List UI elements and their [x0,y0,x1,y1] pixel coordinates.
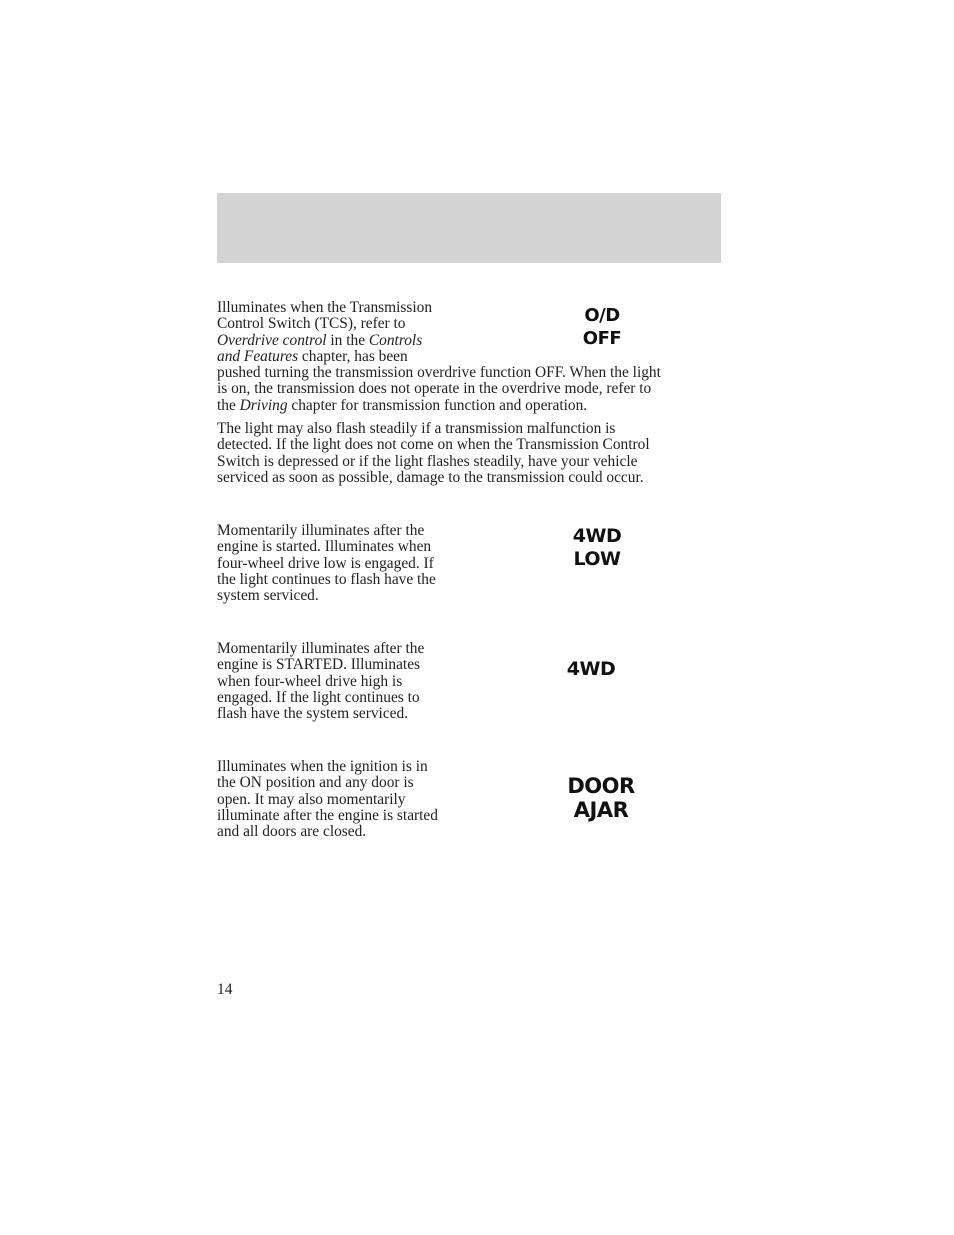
indicator-text: OFF [582,328,622,349]
od-off-indicator-icon [572,304,632,350]
indicator-text: O/D [584,305,620,326]
text-line: is on, the transmission does not operate in the overdrive mode, refer to [217,380,652,398]
text-line [217,398,661,414]
italic-ref: and Features [217,347,299,365]
text-line: illuminate after the engine is started [217,806,438,824]
text-line: four-wheel drive low is engaged. If [217,554,434,572]
text-line: engine is started. Illuminates when [217,538,432,556]
indicator-text: 4WD [572,525,622,547]
text-line: Switch is depressed or if the light flashes steadily, have your vehicle [217,452,638,470]
text-line: The light may also flash steadily if a transmission malfunction is [217,420,616,437]
text-span: in the [326,331,369,349]
od-off-malfunction-paragraph [217,421,650,486]
italic-ref: Driving [239,396,288,414]
italic-ref: Overdrive control [217,331,327,349]
italic-ref: Controls [368,331,423,349]
text-line: serviced as soon as possible, damage to the transmission could occur. [217,468,644,486]
text-line: the light continues to flash have the [217,570,436,588]
text-line: the ON position and any door is [217,774,414,792]
text-span: chapter, has been [298,347,408,365]
text-line: when four-wheel drive high is [217,672,403,690]
text-span: chapter for transmission function and operation. [287,396,588,414]
4wd-high-indicator-icon [556,658,626,681]
4wd-high-description [217,641,424,722]
text-line: detected. If the light does not come on when the Transmission Control [217,436,650,454]
text-line: Momentarily illuminates after the [217,522,425,539]
indicator-text: AJAR [573,798,629,822]
text-line [217,349,661,365]
4wd-low-description [217,523,436,604]
text-span: the [217,396,240,414]
text-line: Illuminates when the Transmission [217,299,433,316]
page-number: 14 [217,981,233,998]
door-ajar-indicator-icon [561,774,641,822]
text-line: system serviced. [217,587,319,605]
indicator-text: DOOR [567,774,635,798]
text-line: open. It may also momentarily [217,790,406,808]
text-line: Control Switch (TCS), refer to [217,315,406,333]
indicator-text: LOW [573,548,621,570]
4wd-low-indicator-icon [562,525,632,571]
door-ajar-description [217,759,438,840]
text-line: engine is STARTED. Illuminates [217,656,421,674]
text-line: Illuminates when the ignition is in [217,758,428,775]
section-header-bar [217,193,721,263]
indicator-text: 4WD [566,658,616,680]
text-line: flash have the system serviced. [217,705,409,723]
text-line: Momentarily illuminates after the [217,640,425,657]
text-line: engaged. If the light continues to [217,688,420,706]
text-line: pushed turning the transmission overdrive function OFF. When the light [217,364,661,382]
text-line: and all doors are closed. [217,823,367,841]
